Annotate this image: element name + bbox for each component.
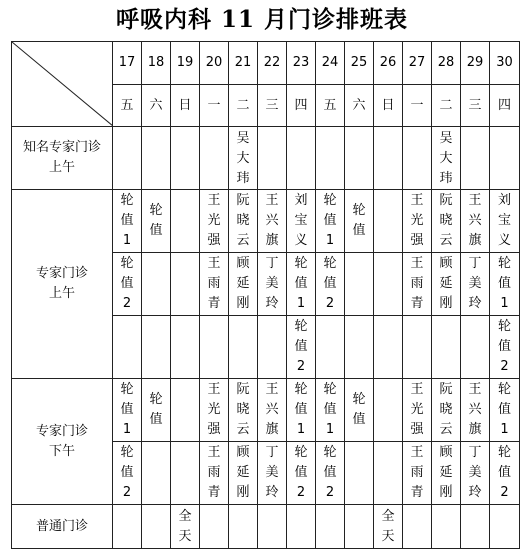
expert-am-cell bbox=[171, 253, 200, 316]
schedule-entry: 王兴旗 bbox=[468, 382, 482, 437]
expert-am-cell bbox=[403, 190, 432, 253]
general-clinic-cell bbox=[316, 505, 345, 549]
schedule-entry: 刘宝义 bbox=[294, 193, 308, 248]
expert-pm-cell bbox=[461, 379, 490, 442]
date-cell: 22 bbox=[258, 42, 287, 85]
row-label-line1: 专家门诊 bbox=[35, 423, 88, 439]
schedule-entry: 王光强 bbox=[410, 193, 424, 248]
expert-am-cell bbox=[200, 316, 229, 379]
schedule-entry: 王光强 bbox=[207, 193, 221, 248]
schedule-entry: 轮值2 bbox=[294, 319, 308, 374]
famous-expert-am-cell bbox=[229, 127, 258, 190]
expert-am-cell bbox=[258, 253, 287, 316]
expert-am-cell bbox=[461, 316, 490, 379]
schedule-entry: 王雨青 bbox=[207, 256, 221, 311]
schedule-entry: 轮值 bbox=[352, 203, 366, 238]
famous-expert-am-cell bbox=[258, 127, 287, 190]
expert-am-cell bbox=[490, 190, 520, 253]
expert-am-cell bbox=[171, 190, 200, 253]
expert-pm-cell bbox=[142, 379, 171, 442]
expert-am-cell bbox=[287, 316, 316, 379]
expert-pm-cell bbox=[316, 379, 345, 442]
weekday-cell: 三 bbox=[461, 85, 490, 127]
famous-expert-am-cell bbox=[142, 127, 171, 190]
expert-am-cell bbox=[490, 253, 520, 316]
schedule-entry: 轮值1 bbox=[323, 382, 337, 437]
expert-am-cell bbox=[142, 316, 171, 379]
weekday-cell: 一 bbox=[403, 85, 432, 127]
weekday-cell: 二 bbox=[229, 85, 258, 127]
general-clinic-cell bbox=[229, 505, 258, 549]
date-cell: 25 bbox=[345, 42, 374, 85]
expert-am-cell bbox=[142, 190, 171, 253]
expert-pm-cell bbox=[345, 442, 374, 505]
expert-pm-cell bbox=[113, 379, 142, 442]
expert-am-cell bbox=[229, 253, 258, 316]
general-clinic-cell bbox=[258, 505, 287, 549]
expert-am-cell bbox=[432, 253, 461, 316]
weekday-cell: 五 bbox=[316, 85, 345, 127]
weekday-cell: 一 bbox=[200, 85, 229, 127]
expert-pm-cell bbox=[461, 442, 490, 505]
expert-am-cell bbox=[403, 316, 432, 379]
expert-pm-cell bbox=[113, 442, 142, 505]
date-cell: 30 bbox=[490, 42, 520, 85]
schedule-entry: 王雨青 bbox=[410, 445, 424, 500]
famous-expert-am-cell bbox=[374, 127, 403, 190]
expert-pm-cell bbox=[258, 442, 287, 505]
famous-expert-am-cell bbox=[403, 127, 432, 190]
schedule-entry: 王兴旗 bbox=[265, 382, 279, 437]
general-clinic-cell bbox=[113, 505, 142, 549]
expert-pm-cell bbox=[403, 442, 432, 505]
general-clinic-cell bbox=[461, 505, 490, 549]
row-label-line2: 下午 bbox=[48, 443, 75, 459]
general-clinic-cell bbox=[287, 505, 316, 549]
schedule-entry: 刘宝义 bbox=[497, 193, 511, 248]
date-cell: 17 bbox=[113, 42, 142, 85]
schedule-entry: 吴大玮 bbox=[439, 131, 453, 186]
schedule-entry: 吴大玮 bbox=[236, 131, 250, 186]
schedule-entry: 轮值1 bbox=[323, 193, 337, 248]
expert-pm-cell bbox=[432, 442, 461, 505]
expert-am-cell bbox=[113, 253, 142, 316]
schedule-entry: 轮值2 bbox=[294, 445, 308, 500]
general-clinic-cell bbox=[142, 505, 171, 549]
expert-pm-cell bbox=[142, 442, 171, 505]
schedule-entry: 轮值1 bbox=[294, 256, 308, 311]
weekday-cell: 日 bbox=[171, 85, 200, 127]
expert-am-cell bbox=[432, 190, 461, 253]
row-label-general: 普通门诊 bbox=[12, 505, 113, 549]
schedule-entry: 顾延刚 bbox=[236, 445, 250, 500]
date-cell: 28 bbox=[432, 42, 461, 85]
expert-am-cell bbox=[171, 316, 200, 379]
general-clinic-cell bbox=[374, 505, 403, 549]
date-cell: 24 bbox=[316, 42, 345, 85]
expert-pm-cell bbox=[287, 442, 316, 505]
diagonal-divider bbox=[12, 42, 113, 126]
expert-am-cell bbox=[258, 190, 287, 253]
expert-am-cell bbox=[316, 316, 345, 379]
row-label-expert-pm bbox=[12, 379, 113, 505]
date-cell: 20 bbox=[200, 42, 229, 85]
famous-expert-am-cell bbox=[113, 127, 142, 190]
schedule-entry: 轮值2 bbox=[323, 445, 337, 500]
schedule-entry: 轮值2 bbox=[497, 319, 511, 374]
expert-pm-cell bbox=[403, 379, 432, 442]
schedule-entry: 顾延刚 bbox=[439, 445, 453, 500]
weekday-cell: 五 bbox=[113, 85, 142, 127]
schedule-entry: 王光强 bbox=[410, 382, 424, 437]
schedule-entry: 轮值 bbox=[352, 392, 366, 427]
schedule-table bbox=[11, 41, 520, 549]
general-clinic-cell bbox=[403, 505, 432, 549]
expert-am-cell bbox=[374, 253, 403, 316]
schedule-entry: 轮值1 bbox=[294, 382, 308, 437]
schedule-entry: 轮值2 bbox=[497, 445, 511, 500]
schedule-entry: 王光强 bbox=[207, 382, 221, 437]
weekday-cell: 六 bbox=[142, 85, 171, 127]
expert-pm-cell bbox=[287, 379, 316, 442]
expert-pm-cell bbox=[345, 379, 374, 442]
schedule-entry: 王兴旗 bbox=[265, 193, 279, 248]
famous-expert-am-cell bbox=[200, 127, 229, 190]
expert-pm-cell bbox=[374, 442, 403, 505]
expert-pm-cell bbox=[229, 442, 258, 505]
general-clinic-cell bbox=[345, 505, 374, 549]
weekday-cell: 二 bbox=[432, 85, 461, 127]
famous-expert-am-cell bbox=[345, 127, 374, 190]
general-clinic-cell bbox=[171, 505, 200, 549]
famous-expert-am-cell bbox=[490, 127, 520, 190]
expert-am-cell bbox=[374, 316, 403, 379]
expert-pm-cell bbox=[229, 379, 258, 442]
famous-expert-am-cell bbox=[171, 127, 200, 190]
schedule-entry: 全天 bbox=[178, 508, 192, 544]
general-clinic-cell bbox=[200, 505, 229, 549]
expert-pm-cell bbox=[171, 379, 200, 442]
row-label-line2: 上午 bbox=[48, 160, 75, 175]
schedule-entry: 轮值1 bbox=[497, 382, 511, 437]
famous-expert-am-cell bbox=[461, 127, 490, 190]
schedule-entry: 丁美玲 bbox=[468, 256, 482, 311]
expert-am-cell bbox=[461, 253, 490, 316]
expert-am-cell bbox=[316, 190, 345, 253]
expert-am-cell bbox=[345, 316, 374, 379]
corner-cell bbox=[12, 42, 113, 127]
famous-expert-am-cell bbox=[316, 127, 345, 190]
schedule-entry: 轮值 bbox=[149, 203, 163, 238]
date-cell: 29 bbox=[461, 42, 490, 85]
page-title: 呼吸内科 11 月门诊排班表 bbox=[115, 6, 409, 33]
expert-am-cell bbox=[345, 253, 374, 316]
expert-pm-cell bbox=[316, 442, 345, 505]
expert-pm-cell bbox=[490, 442, 520, 505]
schedule-entry: 阮晓云 bbox=[439, 193, 453, 248]
general-clinic-cell bbox=[432, 505, 461, 549]
schedule-entry: 顾延刚 bbox=[439, 256, 453, 311]
weekday-cell: 四 bbox=[490, 85, 520, 127]
expert-am-cell bbox=[345, 190, 374, 253]
expert-pm-cell bbox=[200, 379, 229, 442]
schedule-entry: 阮晓云 bbox=[236, 382, 250, 437]
schedule-entry: 轮值1 bbox=[497, 256, 511, 311]
schedule-entry: 阮晓云 bbox=[236, 193, 250, 248]
general-clinic-cell bbox=[490, 505, 520, 549]
famous-expert-am-cell bbox=[287, 127, 316, 190]
expert-am-cell bbox=[490, 316, 520, 379]
row-label-famous-expert-am bbox=[12, 127, 113, 190]
expert-am-cell bbox=[432, 316, 461, 379]
row-label-line1: 知名专家门诊 bbox=[22, 140, 101, 155]
expert-am-cell bbox=[287, 253, 316, 316]
expert-am-cell bbox=[403, 253, 432, 316]
expert-am-cell bbox=[229, 190, 258, 253]
expert-pm-cell bbox=[432, 379, 461, 442]
schedule-entry: 轮值 bbox=[149, 392, 163, 427]
schedule-entry: 丁美玲 bbox=[468, 445, 482, 500]
expert-am-cell bbox=[374, 190, 403, 253]
schedule-entry: 轮值2 bbox=[120, 445, 134, 500]
expert-am-cell bbox=[113, 190, 142, 253]
expert-am-cell bbox=[200, 190, 229, 253]
expert-am-cell bbox=[316, 253, 345, 316]
expert-pm-cell bbox=[200, 442, 229, 505]
weekday-cell: 四 bbox=[287, 85, 316, 127]
expert-am-cell bbox=[200, 253, 229, 316]
weekday-cell: 三 bbox=[258, 85, 287, 127]
schedule-entry: 全天 bbox=[381, 508, 395, 544]
schedule-entry: 王兴旗 bbox=[468, 193, 482, 248]
date-cell: 26 bbox=[374, 42, 403, 85]
expert-pm-cell bbox=[258, 379, 287, 442]
expert-am-cell bbox=[287, 190, 316, 253]
expert-am-cell bbox=[229, 316, 258, 379]
schedule-entry: 轮值1 bbox=[120, 193, 134, 248]
weekday-cell: 六 bbox=[345, 85, 374, 127]
expert-pm-cell bbox=[171, 442, 200, 505]
schedule-entry: 轮值2 bbox=[323, 256, 337, 311]
row-label-line1: 专家门诊 bbox=[35, 266, 88, 281]
expert-am-cell bbox=[142, 253, 171, 316]
row-label-line2: 上午 bbox=[48, 286, 75, 301]
schedule-entry: 丁美玲 bbox=[265, 445, 279, 500]
date-cell: 19 bbox=[171, 42, 200, 85]
expert-am-cell bbox=[113, 316, 142, 379]
date-cell: 27 bbox=[403, 42, 432, 85]
date-cell: 23 bbox=[287, 42, 316, 85]
row-label-expert-am bbox=[12, 190, 113, 379]
expert-pm-cell bbox=[490, 379, 520, 442]
date-cell: 18 bbox=[142, 42, 171, 85]
weekday-cell: 日 bbox=[374, 85, 403, 127]
schedule-entry: 王雨青 bbox=[207, 445, 221, 500]
expert-pm-cell bbox=[374, 379, 403, 442]
expert-am-cell bbox=[258, 316, 287, 379]
expert-am-cell bbox=[461, 190, 490, 253]
date-cell: 21 bbox=[229, 42, 258, 85]
schedule-entry: 丁美玲 bbox=[265, 256, 279, 311]
schedule-entry: 轮值1 bbox=[120, 382, 134, 437]
schedule-entry: 顾延刚 bbox=[236, 256, 250, 311]
famous-expert-am-cell bbox=[432, 127, 461, 190]
schedule-entry: 阮晓云 bbox=[439, 382, 453, 437]
schedule-entry: 王雨青 bbox=[410, 256, 424, 311]
schedule-entry: 轮值2 bbox=[120, 256, 134, 311]
